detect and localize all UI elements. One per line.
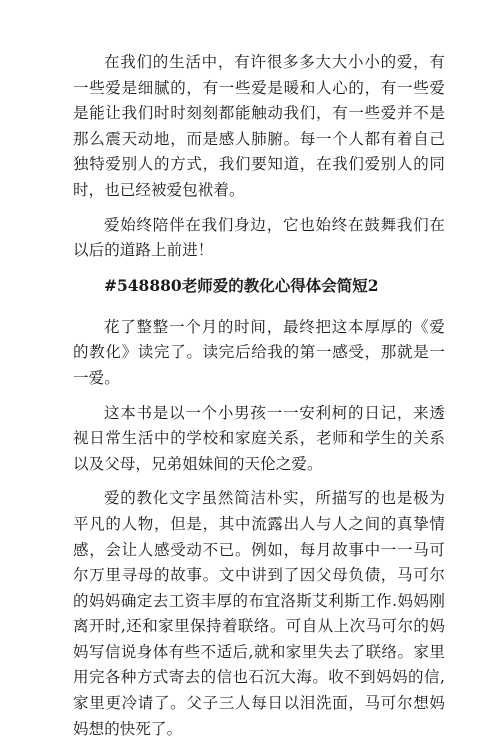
paragraph: 花了整整一个月的时间，最终把这本厚厚的《爱的教化》读完了。读完后给我的第一感受，那就是一一爱。 [73, 317, 445, 387]
document-page [73, 50, 445, 742]
section-heading: #548880老师爱的教化心得体会简短2 [104, 275, 379, 295]
paragraph: 这本书是以一个小男孩一一安利柯的日记，来透视日常生活中的学校和家庭关系，老师和学生的关系以及父母，兄弟姐妹间的天伦之爱。 [73, 403, 445, 473]
paragraph: 爱始终陪伴在我们身边，它也始终在鼓舞我们在以后的道路上前进！ [73, 215, 445, 260]
paragraph: 爱的教化文字虽然简洁朴实，所描写的也是极为平凡的人物，但是，其中流露出人与人之间的真挚情感，会让人感受动不已。例如，每月故事中一一马可尔万里寻母的故事。文中讲到了因父母负债，马可尔的妈妈确定去工资丰厚的布宜洛斯艾利斯工作.妈妈刚离开时,还和家里保持着联络。可自从上次马可尔的妈妈写信说身体有些不适后,就和家里失去了联络。家里用完各种方式寄去的信也石沉大海。收不到妈妈的信,家里更冷请了。父子三人每日以泪洗面，马可尔想妈妈想的快死了。 [73, 489, 445, 738]
paragraph: 在我们的生活中，有许很多多大大小小的爱，有一些爱是细腻的，有一些爱是暖和人心的，有一些爱是能让我们时时刻刻都能触动我们，有一些爱并不是那么震天动地，而是感人肺腑。每一个人都有着自己独特爱别人的方式，我们要知道，在我们爱别人的同时，也已经被爱包袱着。 [73, 53, 445, 199]
